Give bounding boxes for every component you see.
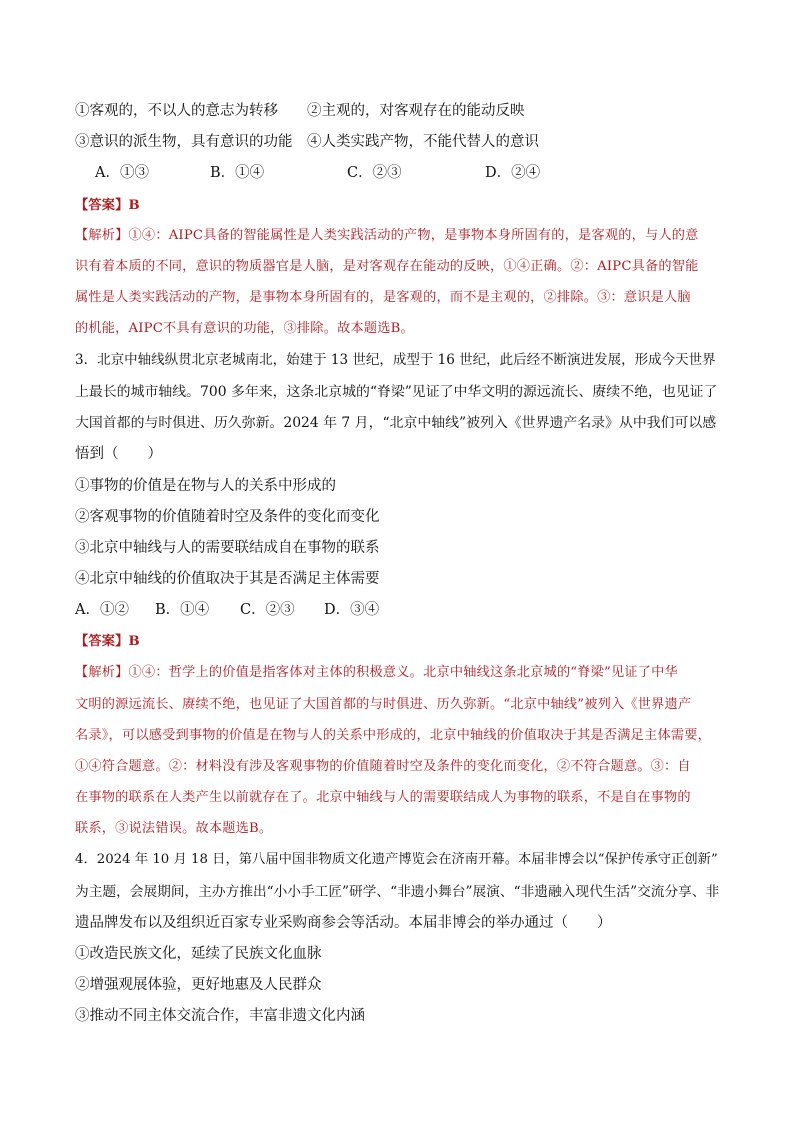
q3-analysis-line: 【解析】①④：哲学上的价值是指客体对主体的积极意义。北京中轴线这条北京城的“脊梁”见证了中华 <box>75 665 678 680</box>
q3-analysis-line: 名录》，可以感受到事物的价值是在物与人的关系中形成的，北京中轴线的价值取决于其是否满足主体需要， <box>75 728 711 743</box>
q2-option-3: ③意识的派生物，具有意识的功能 <box>75 134 293 150</box>
q2-analysis-line: 的机能，AIPC不具有意识的功能，③排除。故本题选B。 <box>75 321 414 336</box>
q3-answer: 【答案】B <box>75 634 140 649</box>
q2-answer: 【答案】B <box>75 198 140 213</box>
q3-stem-line: 3．北京中轴线纵贯北京老城南北，始建于 13 世纪，成型于 16 世纪，此后经不断演进发展，形成今天世界 <box>75 352 716 368</box>
q3-analysis-line: 在事物的联系在人类产生以前就存在了。北京中轴线与人的需要联结成人为事物的联系，不是自在事物的 <box>75 790 691 805</box>
q3-stem-line: 大国首都的与时俱进、历久弥新。2024 年 7 月，“北京中轴线”被列入《世界遗产名录》从中我们可以感 <box>75 415 717 431</box>
q3-analysis-line: 文明的源远流长、赓续不绝，也见证了大国首都的与时俱进、历久弥新。“北京中轴线”被列入《世界遗产 <box>75 697 692 712</box>
q4-stem-line: 4．2024 年 10 月 18 日，第八届中国非物质文化遗产博览会在济南开幕。本届非博会以“保护传承守正创新” <box>75 852 718 867</box>
q3-option: ①事物的价值是在物与人的关系中形成的 <box>75 478 336 494</box>
q2-choice-c: C．②③ <box>347 165 402 181</box>
q2-choice-d: D．②④ <box>485 165 541 181</box>
q3-analysis-line: ①④符合题意。②：材料没有涉及客观事物的价值随着时空及条件的变化而变化，②不符合题意。③：自 <box>75 759 691 774</box>
q4-stem-line: 为主题，会展期间，主办方推出“小小手工匠”研学、“非遗小舞台”展演、“非遗融入现代生活”交流分享、非 <box>75 884 720 900</box>
q3-choice-d: D．③④ <box>324 602 380 618</box>
q2-choice-b: B．①④ <box>210 165 265 181</box>
q3-choice-c: C．②③ <box>240 602 295 618</box>
q3-analysis-line: 联系，③说法错误。故本题选B。 <box>75 821 273 836</box>
q2-analysis-line: 【解析】①④：AIPC具备的智能属性是人类实践活动的产物，是事物本身所固有的，是客观的，与人的意 <box>75 228 699 243</box>
q4-stem-line: 遗品牌发布以及组织近百家专业采购商参会等活动。本届非博会的举办通过（ ） <box>75 915 612 931</box>
q3-stem-line: 悟到（ ） <box>75 446 162 462</box>
q4-option: ③推动不同主体交流合作，丰富非遗文化内涵 <box>75 1008 365 1024</box>
q3-option: ②客观事物的价值随着时空及条件的变化而变化 <box>75 509 380 525</box>
q3-stem-line: 上最长的城市轴线。700 多年来，这条北京城的“脊梁”见证了中华文明的源远流长、赓续不绝，也见证了 <box>75 384 718 400</box>
q2-option-2: ②主观的，对客观存在的能动反映 <box>307 103 525 119</box>
q4-option: ②增强观展体验，更好地惠及人民群众 <box>75 977 322 993</box>
q2-option-4: ④人类实践产物，不能代替人的意识 <box>307 134 539 150</box>
q3-choice-a: A．①② <box>75 602 129 618</box>
q2-choice-a: A．①③ <box>95 165 149 181</box>
q4-option: ①改造民族文化，延续了民族文化血脉 <box>75 946 322 962</box>
q3-choice-b: B．①④ <box>155 602 210 618</box>
q2-analysis-line: 识有着本质的不同，意识的物质器官是人脑，是对客观存在能动的反映，①④正确。②：AIPC具备的智能 <box>75 259 699 274</box>
q3-option: ③北京中轴线与人的需要联结成自在事物的联系 <box>75 540 380 556</box>
q3-option: ④北京中轴线的价值取决于其是否满足主体需要 <box>75 571 380 587</box>
q2-option-1: ①客观的，不以人的意志为转移 <box>75 103 278 119</box>
q2-analysis-line: 属性是人类实践活动的产物，是事物本身所固有的，是客观的，而不是主观的，②排除。③：意识是人脑 <box>75 290 691 305</box>
